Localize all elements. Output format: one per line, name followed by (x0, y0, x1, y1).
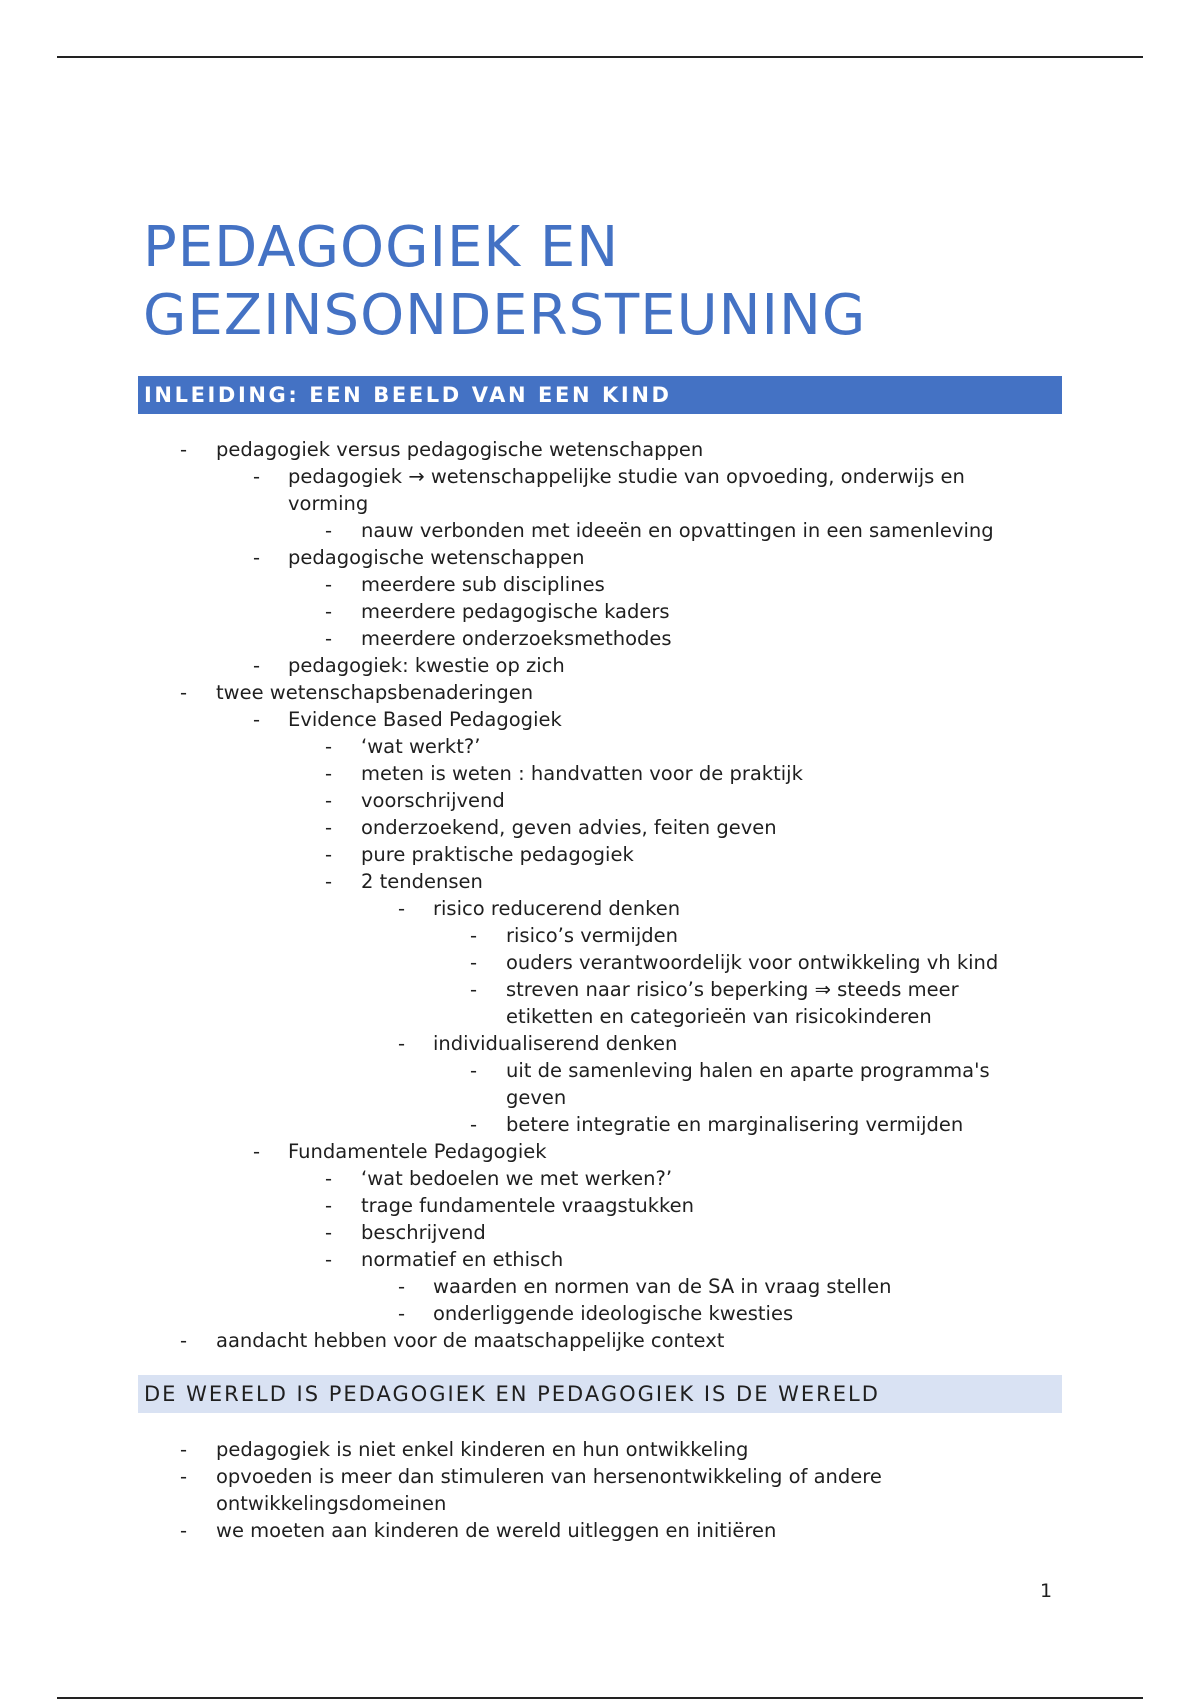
bullet-dash: - (325, 1221, 333, 1244)
list-item (0, 1436, 1200, 1463)
list-item (0, 1138, 1200, 1165)
list-item-text: voorschrijvend (361, 789, 505, 812)
list-item-text: aandacht hebben voor de maatschappelijke context (216, 1329, 725, 1352)
list-item-text: meerdere pedagogische kaders (361, 600, 670, 623)
list-item-text: nauw verbonden met ideeën en opvattingen in een samenleving (361, 519, 994, 542)
list-item-text: Fundamentele Pedagogiek (288, 1140, 547, 1163)
list-item-text: ‘wat bedoelen we met werken?’ (361, 1167, 673, 1190)
list-item-text: streven naar risico’s beperking ⇒ steeds meer etiketten en categorieën van risicokinderen (506, 978, 959, 1028)
section-heading-inleiding: INLEIDING: EEN BEELD VAN EEN KIND (138, 376, 1062, 414)
list-item-text: pedagogiek versus pedagogische wetenschappen (216, 438, 704, 461)
list-item (0, 463, 1200, 517)
bullet-dash: - (180, 1519, 188, 1542)
bullet-dash: - (180, 438, 188, 461)
bullet-dash: - (470, 1059, 478, 1082)
list-item-text: risico’s vermijden (506, 924, 678, 947)
bullet-dash: - (253, 465, 261, 488)
list-item-text: ‘wat werkt?’ (361, 735, 481, 758)
list-item-text: onderzoekend, geven advies, feiten geven (361, 816, 777, 839)
list-item-text: individualiserend denken (433, 1032, 678, 1055)
list-item-text: pedagogiek is niet enkel kinderen en hun ontwikkeling (216, 1438, 749, 1461)
bullet-dash: - (325, 843, 333, 866)
list-item (0, 841, 1200, 868)
list-item (0, 1030, 1200, 1057)
list-item-text: pure praktische pedagogiek (361, 843, 634, 866)
list-item (0, 571, 1200, 598)
list-item (0, 1300, 1200, 1327)
list-item (0, 1192, 1200, 1219)
list-item-text: risico reducerend denken (433, 897, 681, 920)
list-item (0, 679, 1200, 706)
bullet-dash: - (325, 1248, 333, 1271)
bullet-dash: - (180, 1465, 188, 1488)
list-item (0, 598, 1200, 625)
bullet-dash: - (325, 735, 333, 758)
bullet-dash: - (470, 924, 478, 947)
header-rule (57, 56, 1143, 58)
list-item (0, 976, 1200, 1030)
bullet-dash: - (398, 1275, 406, 1298)
bullet-dash: - (253, 546, 261, 569)
list-item (0, 868, 1200, 895)
list-item (0, 787, 1200, 814)
list-item-text: trage fundamentele vraagstukken (361, 1194, 694, 1217)
bullet-dash: - (398, 1032, 406, 1055)
footer-rule (57, 1697, 1143, 1699)
list-item (0, 922, 1200, 949)
bullet-dash: - (325, 627, 333, 650)
bullet-dash: - (398, 897, 406, 920)
list-item (0, 949, 1200, 976)
list-item-text: pedagogiek → wetenschappelijke studie van opvoeding, onderwijs en vorming (288, 465, 965, 515)
list-item-text: we moeten aan kinderen de wereld uitleggen en initiëren (216, 1519, 777, 1542)
bullet-dash: - (325, 762, 333, 785)
list-item-text: 2 tendensen (361, 870, 483, 893)
bullet-dash: - (325, 1194, 333, 1217)
list-item (0, 544, 1200, 571)
list-item (0, 1057, 1200, 1111)
list-item (0, 652, 1200, 679)
list-item-text: meerdere onderzoeksmethodes (361, 627, 672, 650)
title-line-2: GEZINSONDERSTEUNING (143, 283, 867, 348)
bullet-dash: - (325, 600, 333, 623)
list-item-text: beschrijvend (361, 1221, 486, 1244)
list-item-text: waarden en normen van de SA in vraag stellen (433, 1275, 892, 1298)
bullet-dash: - (325, 519, 333, 542)
bullet-dash: - (398, 1302, 406, 1325)
list-item-text: pedagogische wetenschappen (288, 546, 585, 569)
list-item-text: uit de samenleving halen en aparte programma's geven (506, 1059, 990, 1109)
bullet-list-wereld (0, 1436, 1200, 1544)
list-item (0, 1246, 1200, 1273)
list-item (0, 1273, 1200, 1300)
bullet-dash: - (180, 681, 188, 704)
bullet-dash: - (253, 1140, 261, 1163)
bullet-dash: - (325, 573, 333, 596)
list-item-text: opvoeden is meer dan stimuleren van hersenontwikkeling of andere ontwikkelingsdomeinen (216, 1465, 882, 1515)
list-item (0, 436, 1200, 463)
list-item (0, 895, 1200, 922)
list-item-text: twee wetenschapsbenaderingen (216, 681, 534, 704)
list-item (0, 733, 1200, 760)
list-item-text: betere integratie en marginalisering vermijden (506, 1113, 964, 1136)
bullet-dash: - (253, 708, 261, 731)
list-item (0, 1111, 1200, 1138)
bullet-dash: - (325, 1167, 333, 1190)
title-line-1: PEDAGOGIEK EN (143, 215, 620, 280)
list-item-text: normatief en ethisch (361, 1248, 564, 1271)
list-item-text: pedagogiek: kwestie op zich (288, 654, 565, 677)
bullet-dash: - (325, 816, 333, 839)
document-title (143, 214, 1103, 350)
list-item (0, 1165, 1200, 1192)
list-item-text: Evidence Based Pedagogiek (288, 708, 562, 731)
page-number: 1 (1040, 1580, 1053, 1602)
list-item (0, 625, 1200, 652)
list-item (0, 760, 1200, 787)
list-item (0, 1219, 1200, 1246)
list-item-text: ouders verantwoordelijk voor ontwikkeling vh kind (506, 951, 999, 974)
list-item (0, 1463, 1200, 1517)
list-item (0, 706, 1200, 733)
list-item-text: onderliggende ideologische kwesties (433, 1302, 794, 1325)
list-item-text: meten is weten : handvatten voor de praktijk (361, 762, 803, 785)
list-item (0, 517, 1200, 544)
bullet-dash: - (470, 1113, 478, 1136)
list-item (0, 1327, 1200, 1354)
list-item (0, 1517, 1200, 1544)
bullet-dash: - (180, 1438, 188, 1461)
bullet-dash: - (180, 1329, 188, 1352)
section-heading-wereld: DE WERELD IS PEDAGOGIEK EN PEDAGOGIEK IS DE WERELD (138, 1375, 1062, 1413)
bullet-dash: - (470, 978, 478, 1001)
list-item (0, 814, 1200, 841)
bullet-dash: - (470, 951, 478, 974)
bullet-list-inleiding (0, 436, 1200, 1354)
list-item-text: meerdere sub disciplines (361, 573, 605, 596)
bullet-dash: - (253, 654, 261, 677)
bullet-dash: - (325, 870, 333, 893)
bullet-dash: - (325, 789, 333, 812)
